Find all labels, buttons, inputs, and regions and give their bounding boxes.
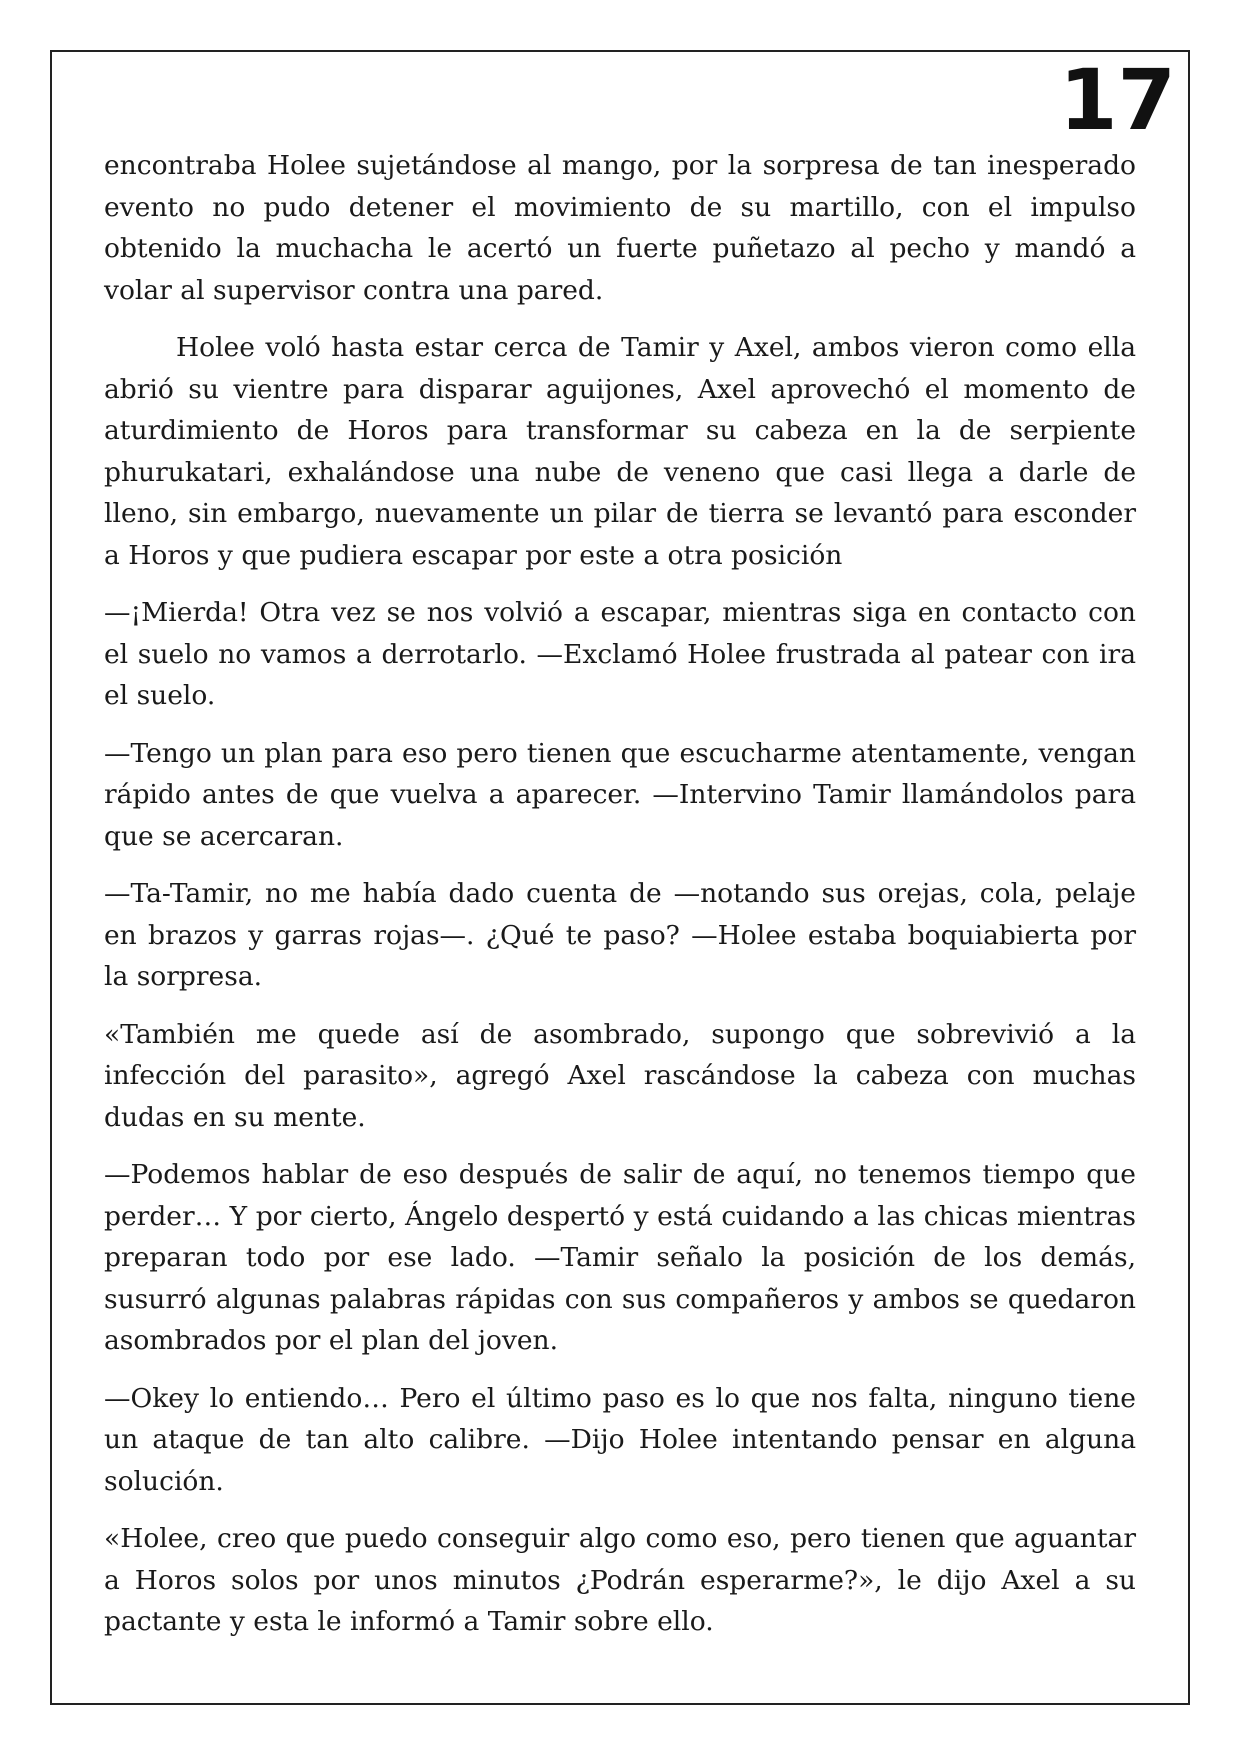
paragraph: encontraba Holee sujetándose al mango, por la sorpresa de tan inesperado evento no pudo detener el movimiento de su martillo, con el impulso obtenido la muchacha le acertó un fuerte puñetazo al pecho y mandó a volar al supervisor contra una pared. xyxy=(104,150,1136,306)
paragraph: —Okey lo entiendo… Pero el último paso es lo que nos falta, ninguno tiene un ataque de tan alto calibre. —Dijo Holee intentando pensar en alguna solución. xyxy=(104,1382,1136,1497)
paragraph: Holee voló hasta estar cerca de Tamir y Axel, ambos vieron como ella abrió su vientre para disparar aguijones, Axel aprovechó el momento de aturdimiento de Horos para transformar su cabeza en la de serpiente phurukatari, exhalándose una nube de veneno que casi llega a darle de lleno, sin embargo, nuevamente un pilar de tierra se levantó para esconder a Horos y que pudiera escapar por este a otra posición xyxy=(104,332,1136,571)
paragraph: —¡Mierda! Otra vez se nos volvió a escapar, mientras siga en contacto con el suelo no vamos a derrotarlo. —Exclamó Holee frustrada al patear con ira el suelo. xyxy=(104,597,1136,711)
text-body xyxy=(104,145,1136,1659)
paragraph: «También me quede así de asombrado, supongo que sobrevivió a la infección del parasito», agregó Axel rascándose la cabeza con muchas dudas en su mente. xyxy=(104,1018,1136,1133)
paragraph: —Podemos hablar de eso después de salir de aquí, no tenemos tiempo que perder… Y por cierto, Ángelo despertó y está cuidando a las chicas mientras preparan todo por ese lado. —Tamir señalo la posición de los demás, susurró algunas palabras rápidas con sus compañeros y ambos se quedaron asombrados por el plan del joven. xyxy=(104,1159,1136,1356)
paragraph: —Tengo un plan para eso pero tienen que escucharme atentamente, vengan rápido antes de que vuelva a aparecer. —Intervino Tamir llamándolos para que se acercaran. xyxy=(104,737,1136,852)
paragraph: «Holee, creo que puedo conseguir algo como eso, pero tienen que aguantar a Horos solos por unos minutos ¿Podrán esperarme?», le dijo Axel a su pactante y esta le informó a Tamir sobre ello. xyxy=(104,1523,1136,1637)
page-number: 17 xyxy=(1059,51,1176,149)
paragraph: —Ta-Tamir, no me había dado cuenta de —notando sus orejas, cola, pelaje en brazos y garras rojas—. ¿Qué te paso? —Holee estaba boquiabierta por la sorpresa. xyxy=(104,878,1136,992)
